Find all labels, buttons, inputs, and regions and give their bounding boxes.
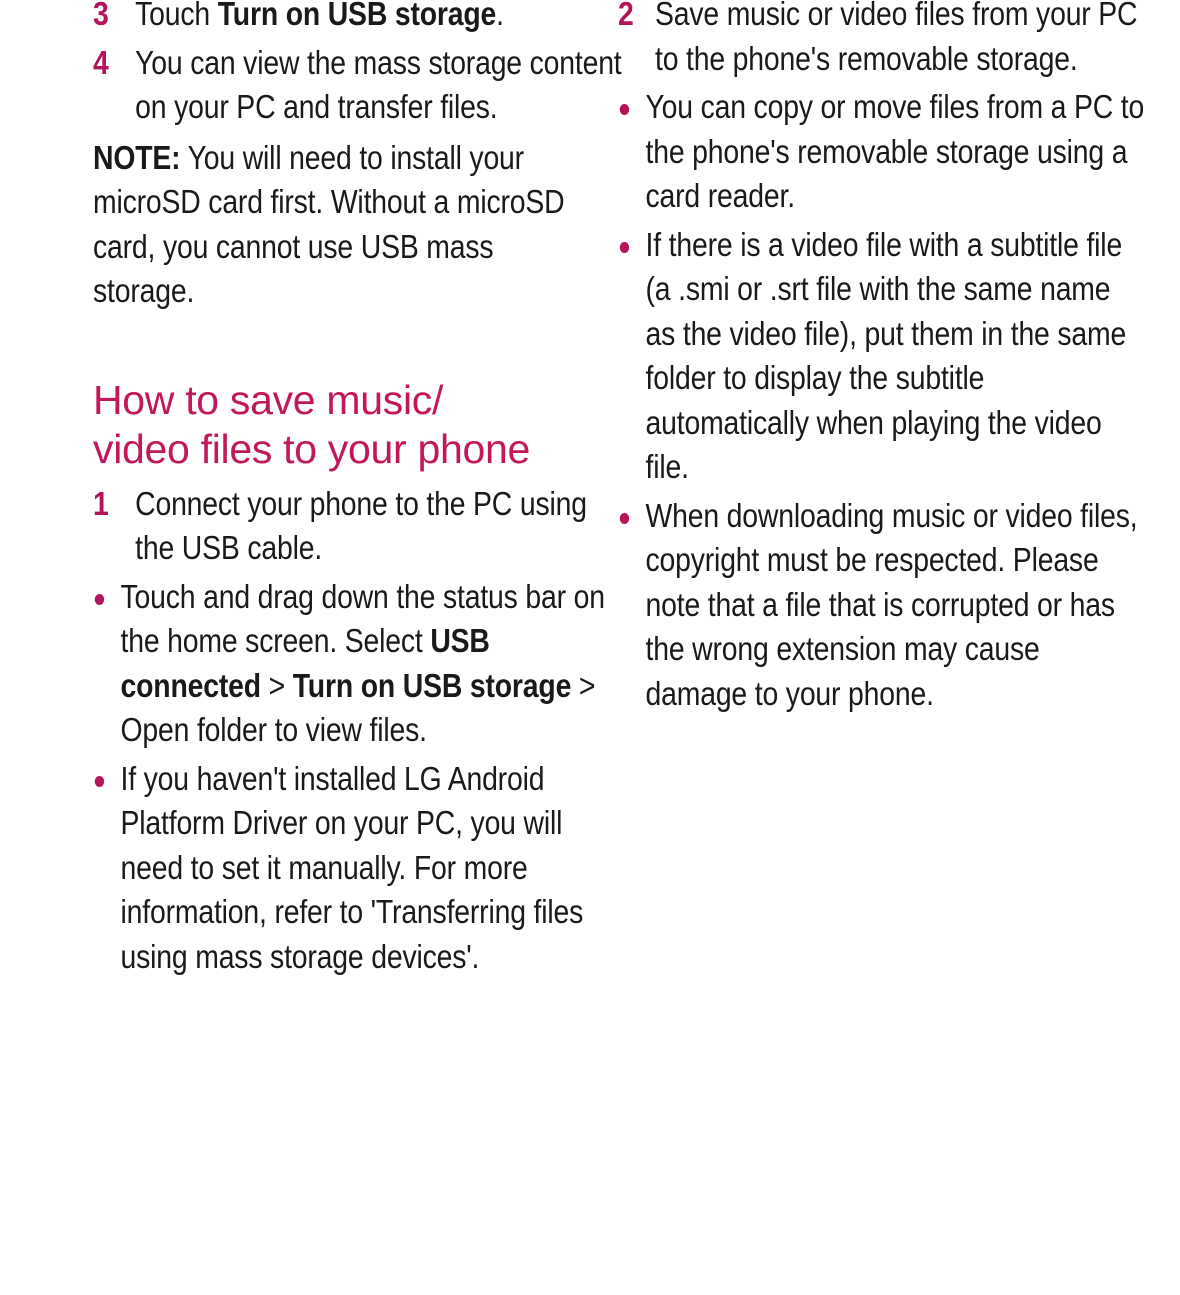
step-1-text: Connect your phone to the PC using the USB cable. (135, 484, 587, 566)
step-3-text-bold: Turn on USB storage (217, 0, 497, 32)
bullet-dot-icon (620, 104, 629, 115)
bullet-driver-text: If you haven't installed LG Android Platform Driver on your PC, you will need to set it manually. For more information, refer to 'Transferring files using mass storage devices'. (120, 759, 584, 975)
note-text: You will need to install your microSD card first. Without a microSD card, you cannot use USB mass storage. (93, 138, 565, 309)
section-heading (93, 376, 583, 474)
step-4-text: You can view the mass storage content on your PC and transfer files. (135, 43, 622, 125)
heading-line-2: video files to your phone (93, 425, 530, 472)
bullet-copyright-text: When downloading music or video files, copyright must be respected. Please note that a file that is corrupted or has the wrong extension may cause damage to your phone. (645, 496, 1138, 712)
bullet-driver (93, 757, 609, 980)
step-number: 2 (618, 0, 634, 32)
step-1 (93, 482, 624, 571)
heading-line-1: How to save music/ (93, 376, 444, 423)
bullet-bold-usb-connected: USB connected (120, 622, 490, 704)
bullet-dot-icon (620, 242, 629, 253)
bullet-dot-icon (95, 594, 104, 605)
bullet-card-reader (618, 85, 1144, 219)
bullet-text-pre: Touch and drag down the status bar on the home screen. Select (120, 577, 605, 659)
bullet-dot-icon (95, 776, 104, 787)
bullet-copyright (618, 494, 1144, 717)
bullet-bold-turn-on-usb: Turn on USB storage (292, 666, 572, 704)
right-column (618, 0, 1145, 716)
note-label: NOTE: (93, 138, 181, 176)
bullet-card-reader-text: You can copy or move files from a PC to the phone's removable storage using a card reader. (645, 88, 1145, 214)
left-column (93, 0, 622, 979)
step-3-text-post: . (496, 0, 504, 32)
step-4 (93, 41, 624, 130)
step-number: 4 (93, 43, 109, 81)
bullet-dot-icon (620, 513, 629, 524)
bullet-separator: > (260, 666, 293, 704)
bullet-status-bar (93, 575, 609, 753)
step-3-text-pre: Touch (135, 0, 218, 32)
step-number: 3 (93, 0, 109, 32)
note (93, 136, 582, 314)
bullet-subtitle (618, 223, 1144, 490)
bullet-text-post: > Open folder to view files. (120, 666, 596, 748)
step-2 (618, 0, 1154, 81)
step-2-text: Save music or video files from your PC to the phone's removable storage. (654, 0, 1138, 77)
step-number: 1 (93, 484, 109, 522)
step-3 (93, 0, 624, 37)
bullet-subtitle-text: If there is a video file with a subtitle file (a .smi or .srt file with the same name as the video file), put them in the same folder to display the subtitle automatically when playing the video file. (645, 225, 1127, 485)
